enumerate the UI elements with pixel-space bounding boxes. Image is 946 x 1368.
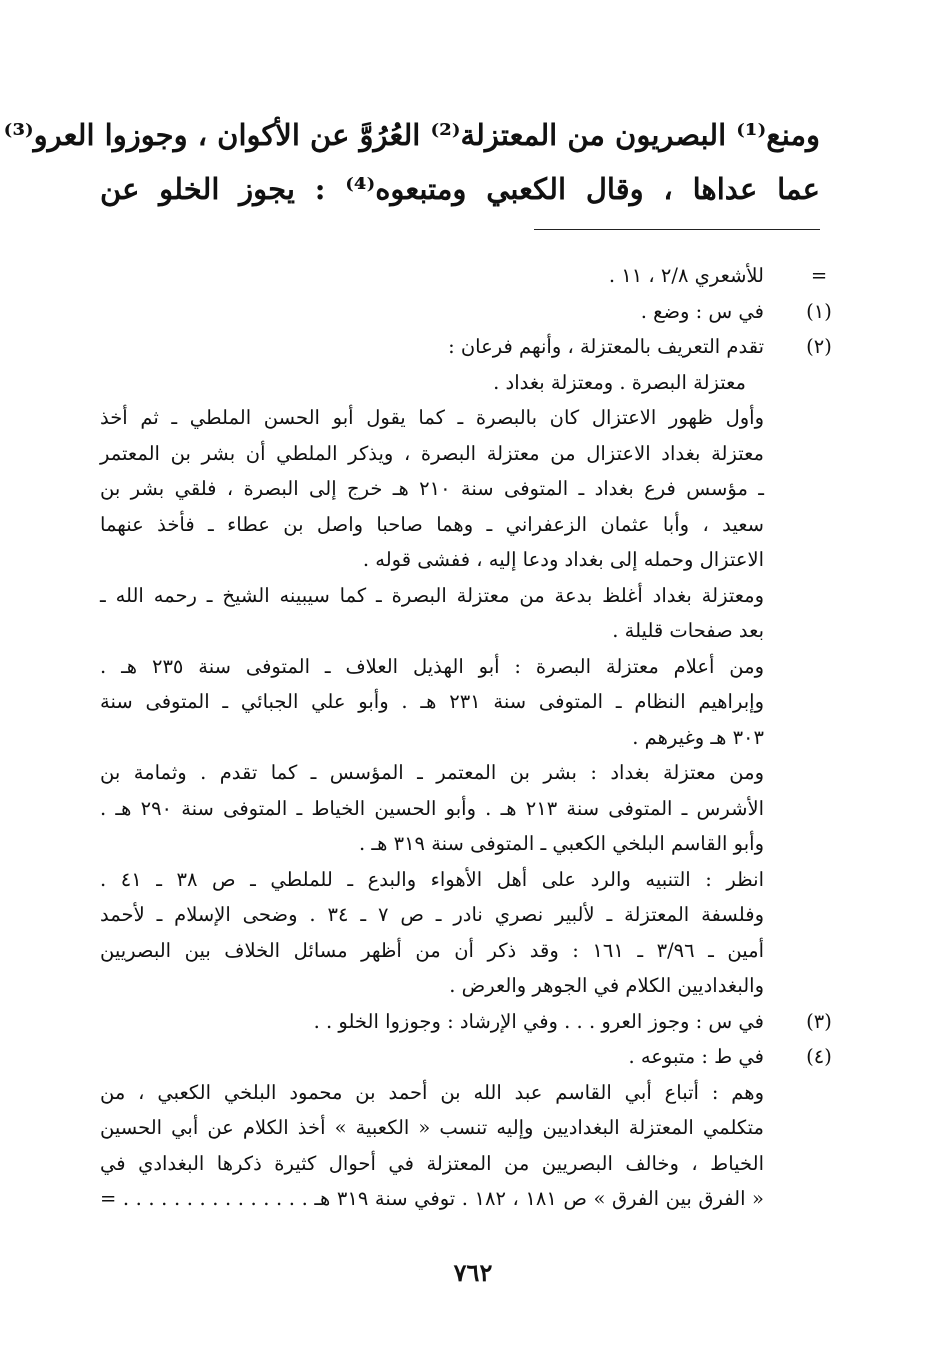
footnote-marker: (٣) [806,1009,832,1033]
footnote-marker: (١) [806,299,832,323]
footnote-line [100,1075,840,1111]
footnote-text: أمين ـ ٣/٩٦ ـ ١٦١ : وقد ذكر أن من أظهر مسائل الخلاف بين البصريين [100,938,764,962]
footnote-line [100,684,840,720]
footnote-text: للأشعري ٢/٨ ، ١١ . [608,264,764,287]
footnote-text: وأول ظهور الاعتزال كان بالبصرة ـ كما يقول أبو الحسن الملطي ـ ثم أخذ [100,406,764,429]
footnote-text: في س : وجوز العرو . . . وفي الإرشاد : وجوزوا الخلو . . [313,1009,764,1033]
footnote-text: معتزلة بغداد الاعتزال من معتزلة البصرة ، ويذكر الملطي أن بشر بن المعتمر [100,441,764,465]
footnote-text: ومعتزلة بغداد أغلظ بدعة من معتزلة البصرة ـ كما سيبينه الشيخ ـ رحمه الله ـ [100,583,764,607]
footnote-line [100,578,840,614]
footnote-line [100,1181,840,1217]
footnote-line [100,507,840,543]
footnote-marker: = [810,264,828,287]
footnote-text: بعد صفحات قليلة . [612,619,764,642]
main-text [3,108,820,216]
main-text-line: عما عداها ، وقال الكعبي ومتبعوه⁽⁴⁾ : يجوز الخلو عن [100,172,820,206]
footnote-line [100,826,840,862]
footnote-line [100,1146,840,1182]
footnote-line [100,258,840,294]
footnote-line [100,400,840,436]
footnote-line [100,294,840,330]
footnote-line [100,365,840,401]
footnote-text: في ط : متبوعه . [628,1045,764,1068]
footnote-marker: (٢) [806,335,832,358]
footnote-line [100,471,840,507]
footnote-line [100,1004,840,1040]
footnote-separator [534,229,820,230]
footnote-line [100,791,840,827]
footnote-line [100,933,840,969]
footnote-line [100,436,840,472]
footnote-line [100,720,840,756]
main-text-line: ومنع⁽¹⁾ البصريون من المعتزلة⁽²⁾ العُرُوَّ عن الأكوان ، وجوزوا العرو⁽³⁾ [3,118,820,152]
footnote-text: ومن معتزلة بغداد : بشر بن المعتمر ـ المؤسس ـ كما تقدم . وثمامة بن [100,761,764,784]
footnote-text: في س : وضع . [640,299,764,323]
footnote-line [100,1039,840,1075]
footnote-text: وأبو القاسم البلخي الكعبي ـ المتوفى سنة ٣١٩ هـ . [359,832,764,855]
footnote-marker: (٤) [806,1045,832,1068]
footnote-line [100,1110,840,1146]
footnote-line [100,968,840,1004]
footnote-line [100,542,840,578]
page-number: ٧٦٢ [453,1258,493,1287]
footnote-text: وإبراهيم النظام ـ المتوفى سنة ٢٣١ هـ . وأبو علي الجبائي ـ المتوفى سنة [100,690,764,713]
footnote-line [100,897,840,933]
footnote-text: « الفرق بين الفرق » ص ١٨١ ، ١٨٢ . توفي سنة ٣١٩ هـ . . . . . . . . . . . . . . . = [100,1187,764,1210]
footnote-line [100,862,840,898]
footnote-text: انظر : التنبيه والرد على أهل الأهواء والبدع ـ للملطي ـ ص ٣٨ ـ ٤١ . [100,867,764,891]
footnote-line [100,649,840,685]
footnote-text: سعيد ، وأبا عثمان الزعفراني ـ وهما صاحبا واصل بن عطاء ـ فأخذ عنهما [100,512,764,536]
footnote-text: وهم : أتباع أبي القاسم عبد الله بن أحمد بن محمود البلخي الكعبي ، من [100,1080,764,1104]
footnotes [100,258,840,1217]
footnote-text: متكلمي المعتزلة البغداديين وإليه تنسب « الكعبية » أخذ الكلام عن أبي الحسين [100,1116,764,1139]
footnote-text: الأشرس ـ المتوفى سنة ٢١٣ هـ . وأبو الحسين الخياط ـ المتوفى سنة ٢٩٠ هـ . [100,796,764,820]
footnote-text: والبغداديين الكلام في الجوهر والعرض . [449,974,764,997]
footnote-line [100,613,840,649]
footnote-text: الخياط ، وخالف البصريين من المعتزلة في أحوال كثيرة ذكرها البغدادي في [100,1151,764,1175]
footnote-text: تقدم التعريف بالمعتزلة ، وأنهم فرعان : [448,335,764,358]
footnote-text: ٣٠٣ هـ وغيرهم . [632,725,764,749]
footnote-line [100,329,840,365]
footnote-line [100,755,840,791]
footnote-text: ـ مؤسس فرع بغداد ـ المتوفى سنة ٢١٠ هـ خرج إلى البصرة ، فلقي بشر بن [100,477,764,500]
footnote-text: ومن أعلام معتزلة البصرة : أبو الهذيل العلاف ـ المتوفى سنة ٢٣٥ هـ . [100,654,764,678]
footnote-text: معتزلة البصرة . ومعتزلة بغداد . [493,370,746,394]
footnote-text: وفلسفة المعتزلة ـ لألبير نصري نادر ـ ص ٧ ـ ٣٤ . وضحى الإسلام ـ لأحمد [100,903,764,926]
footnote-text: الاعتزال وحمله إلى بغداد ودعا إليه ، ففشى قوله . [362,548,764,571]
